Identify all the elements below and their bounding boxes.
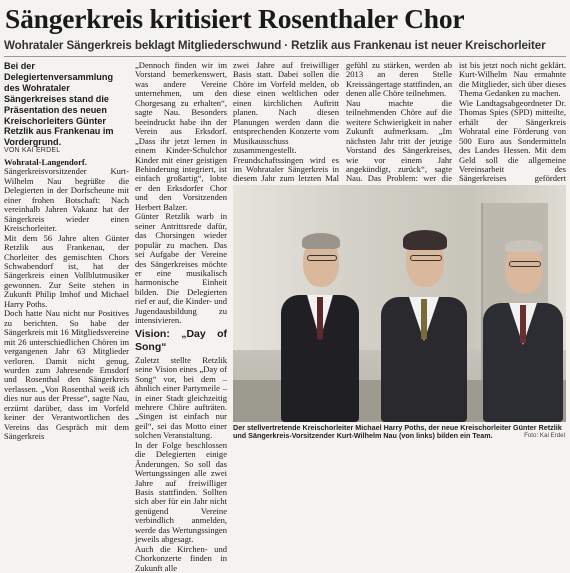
column-4-paragraph-1: gefühl zu stärken, werden ab 2013 an deren Stelle Kreissängertage stattfinden, an denen alle Chöre teilnehmen.	[346, 60, 452, 99]
lead-paragraph	[4, 61, 129, 148]
column-1-paragraph-2: Mit dem 56 Jahre alten Günter Retzlik aus Frankenau, der Chorleiter des gemischten Chors Schwabendorf ist, hat der Sängerkreis einen Vollblutmusiker gewonnen. Zur Seite stehen in Zukunft Philip Imhof und Michael Harry Poths.	[4, 232, 129, 309]
dateline: Wohratal-Langendorf.	[4, 157, 87, 167]
column-4	[346, 61, 452, 193]
lead-text: Bei der Delegiertenversammlung des Wohrataler Sängerkreises stand die Präsentation des neuen Kreischorleiters Günter Retzlik aus Frankenau im Vordergrund.	[4, 61, 114, 148]
column-2	[135, 61, 227, 573]
column-2-paragraph-2: Günter Retzlik warb in seiner Antrittsrede dafür, das Chorsingen wieder populär zu machen. Das sei Aufgabe der Vereine des Sängerkreises möchte er eine musikalisch harmonische Einheit bilden. Die Delegierten rief er auf, die Kinder- und Jugendausbildung zu intensivieren.	[135, 211, 227, 326]
column-2-subhead: Vision: „Day of Song“	[135, 327, 227, 353]
headline: Sängerkreis kritisiert Rosenthaler Chor	[5, 3, 465, 34]
photo-caption: Der stellvertretende Kreischorleiter Michael Harry Poths, der neue Kreischorleiter Günter Retzlik und Sängerkreis-Vorsitzender Kurt-Wilhelm Nau (von links) bilden ein Team.	[233, 423, 562, 440]
subheadline: Wohrataler Sängerkreis beklagt Mitgliederschwund · Retzlik aus Frankenau ist neuer Kreischorleiter	[4, 39, 546, 52]
column-2-paragraph-3: Zuletzt stellte Retzlik seine Vision eines „Day of Song“ vor, bei dem – ähnlich einer Partymeile – in einer Stadt gleichzeitig mehrere Chöre aufträten. „Singen ist einfach nur geil“, sei das Motto einer solchen Veranstaltung.	[135, 354, 227, 441]
column-3	[233, 61, 339, 203]
column-2-paragraph-4: In der Folge beschlossen die Delegierten einige Änderungen. So soll das Wertungssingen alle zwei Jahre auf freiwilliger Basis stattfinden. Sollten sich aber für ein Jahr nicht genügend Vereine verbindlich anmelden, werde das Wertungssingen jeweils abgesagt.	[135, 439, 227, 545]
byline: VON KAI ERDEL	[4, 147, 61, 154]
column-5-paragraph-2: Wie Landtagsabgeordneter Dr. Thomas Spies (SPD) mitteilte, erhält der Sängerkreis Wohratal eine Förderung von 500 Euro aus Sondermitteln des Landes Hessen. Mit dem Geld soll die allgemeine Vereinsarbeit des Sängerkreises gefördert	[459, 97, 566, 184]
column-1-paragraph-3: Doch hatte Nau nicht nur Positives zu berichten. So habe der Sängerkreis mit 16 Mitgliedsvereine mit 26 unterschiedlichen Chören im vergangenen Jahr 63 Mitglieder verloren. Damit nicht genug, wurden zum Jahresende Emsdorf und Rosenthal den Sängerkreis verlassen. „Von Rosenthal weiß ich dies nur aus der Presse“, sagte Nau, erzürnt darüber, dass im Vorfeld keiner der Verantwortlichen des Vereins das Gespräch mit dem Sängerkreis	[4, 308, 129, 442]
column-4-paragraph-2: Nau machte die teilnehmenden Chöre auf die weitere Schwierigkeit in naher Zukunft aufmerksam. „Im nächsten Jahr tritt der jetzige Vorstand des Sängerkreises, wie vor einem Jahr angekündigt, zurück“, sagte Nau. Das Problem: wer die	[346, 97, 452, 184]
column-3-paragraph-2: Freundschaftssingen wird es im Wohrataler Sängerkreis in diesem Jahr zum letzten Mal	[233, 154, 339, 184]
column-3-paragraph-1: zwei Jahre auf freiwilliger Basis statt. Dabei sollen die Chöre im Vorfeld melden, ob diese einen weltlichen oder einen kirchlichen Auftritt planen. Nach diesen Planungen werden dann die entsprechenden Konzerte vom Musikausschuss zusammengestellt.	[233, 60, 339, 156]
column-1	[4, 158, 129, 442]
group-photo	[233, 185, 566, 422]
column-5	[459, 61, 566, 193]
photo-credit: Foto: Kai Erdel	[524, 432, 565, 439]
column-2-paragraph-1: „Dennoch finden wir im Vorstand bemerkenswert, was andere Vereine unternehmen, um den Chorgesang zu erhalten“, sagte Nau. Besonders beeindruckt habe ihn der Verein aus Erksdorf. „Dass ihr jetzt lernen in einem Kinder-Schulchor Kinder mit einer geistigen Behinderung integriert, ist einfach großartig“, lobte er den Erksdorfer Chor und den Vorsitzenden Herbert Balzer.	[135, 60, 227, 212]
column-1-paragraph-1-text: Sängerkreisvorsitzender Kurt-Wilhelm Nau begrüßte die Delegierten in der Dorfscheune mit einer frohen Botschaft: Nach vereinhalb Jahren Vakanz hat der Sängerkreis wieder einen Kreischorleiter.	[4, 166, 129, 234]
column-5-paragraph-1: ist bis jetzt noch nicht geklärt. Kurt-Wilhelm Nau ermahnte die Mitglieder, sich über dieses Thema Gedanken zu machen.	[459, 60, 566, 99]
headline-rule	[4, 56, 566, 57]
column-1-paragraph-1	[4, 158, 129, 234]
column-2-paragraph-5: Auch die Kirchen- und Chorkonzerte finden in Zukunft alle	[135, 543, 227, 573]
